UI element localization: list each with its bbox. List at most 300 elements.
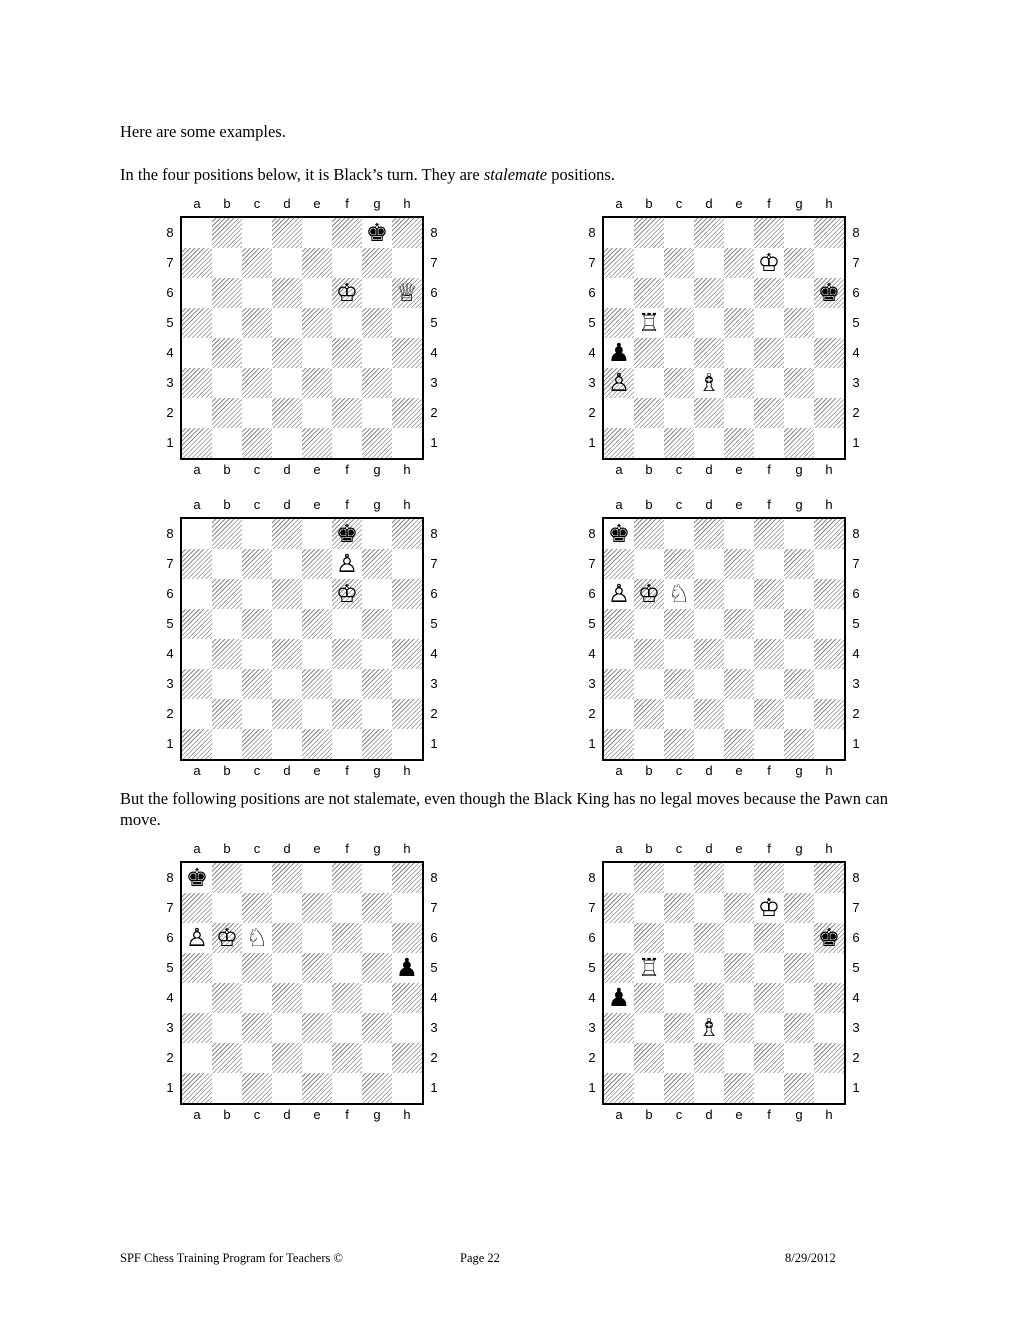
board-square [272,549,302,579]
board-square [724,1043,754,1073]
board-square [242,1043,272,1073]
rank-label: 8 [588,225,596,240]
board-square [362,699,392,729]
board-square [332,1043,362,1073]
board-square [242,218,272,248]
board-square [604,893,634,923]
chess-diagram-3 [162,497,462,787]
rank-label: 2 [166,706,174,721]
file-label: h [825,196,833,211]
board-square [754,669,784,699]
file-label: e [313,497,321,512]
rank-label: 8 [588,870,596,885]
chess-board [602,517,846,761]
board-square [182,248,212,278]
rank-label: 3 [588,676,596,691]
board-square [604,398,634,428]
rank-label: 4 [852,345,860,360]
board-square [634,699,664,729]
file-label: e [735,462,743,477]
rank-label: 4 [852,990,860,1005]
board-square [754,699,784,729]
file-label: b [645,462,653,477]
board-square [212,398,242,428]
board-square [814,639,844,669]
board-square [604,428,634,458]
board-square [634,609,664,639]
board-square [302,983,332,1013]
rank-label: 2 [588,1050,596,1065]
rank-label: 6 [430,285,438,300]
board-square [392,609,422,639]
board-square [634,398,664,428]
board-square [392,1073,422,1103]
board-square [302,218,332,248]
board-square [182,669,212,699]
board-square [182,428,212,458]
board-square [332,609,362,639]
board-square [272,428,302,458]
file-label: g [795,1107,803,1122]
board-square [724,609,754,639]
rank-label: 5 [166,616,174,631]
file-label: f [767,1107,771,1122]
rank-label: 7 [430,255,438,270]
file-labels-bottom [182,1107,422,1123]
board-square [302,953,332,983]
rank-label: 1 [852,435,860,450]
rank-label: 7 [166,255,174,270]
file-label: b [645,1107,653,1122]
board-square [814,1013,844,1043]
rank-label: 1 [588,736,596,751]
board-square [634,729,664,759]
rank-label: 4 [588,646,596,661]
board-square [272,953,302,983]
board-square [724,248,754,278]
board-square [212,338,242,368]
file-label: b [223,1107,231,1122]
board-square [182,218,212,248]
board-square [814,428,844,458]
board-square [664,1073,694,1103]
file-label: h [825,763,833,778]
file-label: d [705,841,713,856]
file-labels-bottom [182,763,422,779]
board-square [302,639,332,669]
board-square [392,218,422,248]
white-pawn-icon: ♙ [607,579,631,608]
board-square [724,863,754,893]
file-label: c [253,841,261,856]
rank-label: 4 [166,345,174,360]
board-square [272,983,302,1013]
board-square [242,368,272,398]
board-square [754,1073,784,1103]
board-square [754,549,784,579]
board-square [362,549,392,579]
file-label: b [223,841,231,856]
file-label: h [403,462,411,477]
board-square [814,579,844,609]
board-square [242,729,272,759]
board-square [724,428,754,458]
board-square [664,278,694,308]
board-square [392,579,422,609]
board-square [814,519,844,549]
black-king-icon: ♚ [817,923,841,952]
file-label: a [615,462,623,477]
board-square [332,338,362,368]
board-square [604,308,634,338]
rank-label: 4 [588,990,596,1005]
file-label: f [767,196,771,211]
board-square [182,549,212,579]
board-square [212,863,242,893]
board-square [754,1013,784,1043]
board-square [784,699,814,729]
board-square [362,1073,392,1103]
board-square [784,218,814,248]
board-square [634,669,664,699]
rank-label: 5 [430,616,438,631]
chess-diagram-6 [584,841,884,1131]
board-square [302,669,332,699]
board-square [302,729,332,759]
board-square [814,1043,844,1073]
board-square [784,248,814,278]
board-square [784,278,814,308]
board-square [754,923,784,953]
board-square [242,338,272,368]
board-square [332,953,362,983]
board-square [332,368,362,398]
board-square [724,953,754,983]
rank-label: 3 [852,1020,860,1035]
file-label: c [675,462,683,477]
board-square [814,308,844,338]
board-square [694,308,724,338]
white-king-icon: ♔ [757,893,781,922]
board-square [724,338,754,368]
file-label: c [253,763,261,778]
file-label: d [705,497,713,512]
rank-label: 6 [588,930,596,945]
file-label: a [193,763,201,778]
rank-label: 4 [430,646,438,661]
board-square [182,983,212,1013]
board-square [754,338,784,368]
board-square [332,923,362,953]
board-square [814,863,844,893]
board-square [724,699,754,729]
board-square [272,1043,302,1073]
file-label: f [345,497,349,512]
board-square [664,338,694,368]
white-king-icon: ♔ [215,923,239,952]
board-square [814,218,844,248]
rank-label: 2 [166,1050,174,1065]
rank-label: 6 [852,930,860,945]
board-square [272,729,302,759]
file-label: f [767,497,771,512]
board-square [754,398,784,428]
file-label: g [373,841,381,856]
board-square [694,519,724,549]
white-queen-icon: ♕ [395,278,419,307]
white-king-icon: ♔ [757,248,781,277]
file-label: h [825,841,833,856]
board-square [604,669,634,699]
board-square [212,1013,242,1043]
file-label: h [403,1107,411,1122]
board-square [634,218,664,248]
rank-label: 8 [430,870,438,885]
rank-label: 6 [852,586,860,601]
board-square [814,893,844,923]
board-square [392,519,422,549]
rank-label: 6 [166,285,174,300]
board-square [392,669,422,699]
board-square [212,308,242,338]
board-square [664,669,694,699]
board-square [604,278,634,308]
rank-labels-right [426,218,442,458]
board-square [724,1013,754,1043]
board-square [212,368,242,398]
file-label: b [223,196,231,211]
board-square [212,729,242,759]
file-label: a [615,196,623,211]
board-square [212,278,242,308]
rank-label: 7 [852,255,860,270]
board-square [784,639,814,669]
board-square [362,428,392,458]
board-square [664,519,694,549]
board-square [332,893,362,923]
rank-labels-left [162,863,178,1103]
rank-label: 3 [588,1020,596,1035]
board-square [784,398,814,428]
rank-label: 1 [588,1080,596,1095]
board-square [784,893,814,923]
board-square [212,639,242,669]
board-square [664,893,694,923]
rank-label: 1 [166,1080,174,1095]
board-square [604,218,634,248]
board-square [664,1013,694,1043]
board-square [694,609,724,639]
rank-label: 3 [166,1020,174,1035]
file-label: a [615,763,623,778]
board-square [634,923,664,953]
file-label: e [313,841,321,856]
board-square [212,893,242,923]
file-label: d [705,196,713,211]
board-square [664,923,694,953]
file-label: g [795,196,803,211]
board-square [242,639,272,669]
footer-date: 8/29/2012 [785,1251,836,1265]
rank-label: 6 [430,930,438,945]
chess-diagram-1 [162,196,462,486]
board-square [272,863,302,893]
chess-diagram-2 [584,196,884,486]
board-square [664,1043,694,1073]
board-square [272,923,302,953]
board-square [242,669,272,699]
board-square [634,983,664,1013]
rank-label: 6 [588,586,596,601]
rank-label: 7 [166,900,174,915]
file-label: c [675,1107,683,1122]
board-square [784,308,814,338]
file-label: a [193,841,201,856]
file-label: b [645,841,653,856]
board-square [724,519,754,549]
file-label: g [795,763,803,778]
board-square [362,863,392,893]
board-square [182,579,212,609]
board-square [362,609,392,639]
rank-label: 4 [588,345,596,360]
file-label: c [253,497,261,512]
board-square [182,953,212,983]
file-label: e [735,1107,743,1122]
board-square [694,218,724,248]
black-pawn-icon: ♟ [607,338,631,367]
rank-label: 5 [852,960,860,975]
board-square [664,699,694,729]
rank-label: 3 [430,676,438,691]
board-square [664,308,694,338]
file-label: b [223,462,231,477]
board-square [754,579,784,609]
rank-label: 5 [166,960,174,975]
board-square [754,428,784,458]
rank-label: 7 [166,556,174,571]
board-square [784,549,814,579]
file-label: d [283,841,291,856]
board-square [272,609,302,639]
board-square [362,278,392,308]
rank-label: 1 [588,435,596,450]
rank-labels-right [848,863,864,1103]
board-square [392,923,422,953]
board-square [302,609,332,639]
footer-page-number: Page 22 [460,1251,500,1265]
rank-label: 5 [430,960,438,975]
board-square [784,428,814,458]
board-square [814,248,844,278]
board-square [694,639,724,669]
board-square [754,218,784,248]
board-square [332,863,362,893]
board-square [664,428,694,458]
rank-label: 8 [166,870,174,885]
board-square [664,863,694,893]
rank-label: 3 [852,676,860,691]
board-square [724,639,754,669]
file-label: h [403,196,411,211]
board-square [784,1073,814,1103]
board-square [272,893,302,923]
rank-label: 5 [588,616,596,631]
board-square [754,519,784,549]
rank-label: 6 [166,930,174,945]
file-label: h [825,1107,833,1122]
rank-label: 5 [430,315,438,330]
board-square [754,729,784,759]
board-square [664,398,694,428]
board-square [242,549,272,579]
board-square [694,863,724,893]
file-label: c [675,841,683,856]
board-square [182,699,212,729]
board-square [664,248,694,278]
board-square [724,398,754,428]
board-square [754,953,784,983]
board-square [754,983,784,1013]
board-square [362,1043,392,1073]
board-square [362,983,392,1013]
rank-labels-right [848,519,864,759]
board-square [604,923,634,953]
rank-label: 3 [852,375,860,390]
file-label: g [795,841,803,856]
file-label: d [705,462,713,477]
board-square [242,983,272,1013]
board-square [784,368,814,398]
board-square [182,1013,212,1043]
board-square [362,519,392,549]
file-labels-bottom [604,462,844,478]
rank-label: 2 [588,706,596,721]
white-pawn-icon: ♙ [607,368,631,397]
board-square [724,579,754,609]
board-square [694,278,724,308]
rank-label: 3 [166,375,174,390]
board-square [332,398,362,428]
board-square [784,338,814,368]
rank-label: 2 [166,405,174,420]
board-square [724,368,754,398]
board-square [634,368,664,398]
board-square [182,893,212,923]
file-label: e [735,763,743,778]
black-king-icon: ♚ [335,519,359,548]
board-square [242,579,272,609]
board-square [272,699,302,729]
rank-label: 2 [852,405,860,420]
board-square [242,699,272,729]
board-square [392,893,422,923]
board-square [634,519,664,549]
white-knight-icon: ♘ [667,579,691,608]
board-square [724,218,754,248]
file-label: d [283,763,291,778]
file-label: c [675,497,683,512]
board-square [694,248,724,278]
board-square [784,863,814,893]
board-square [724,278,754,308]
board-square [784,1043,814,1073]
board-square [242,398,272,428]
board-square [604,729,634,759]
board-square [754,278,784,308]
file-label: b [645,196,653,211]
board-square [242,278,272,308]
